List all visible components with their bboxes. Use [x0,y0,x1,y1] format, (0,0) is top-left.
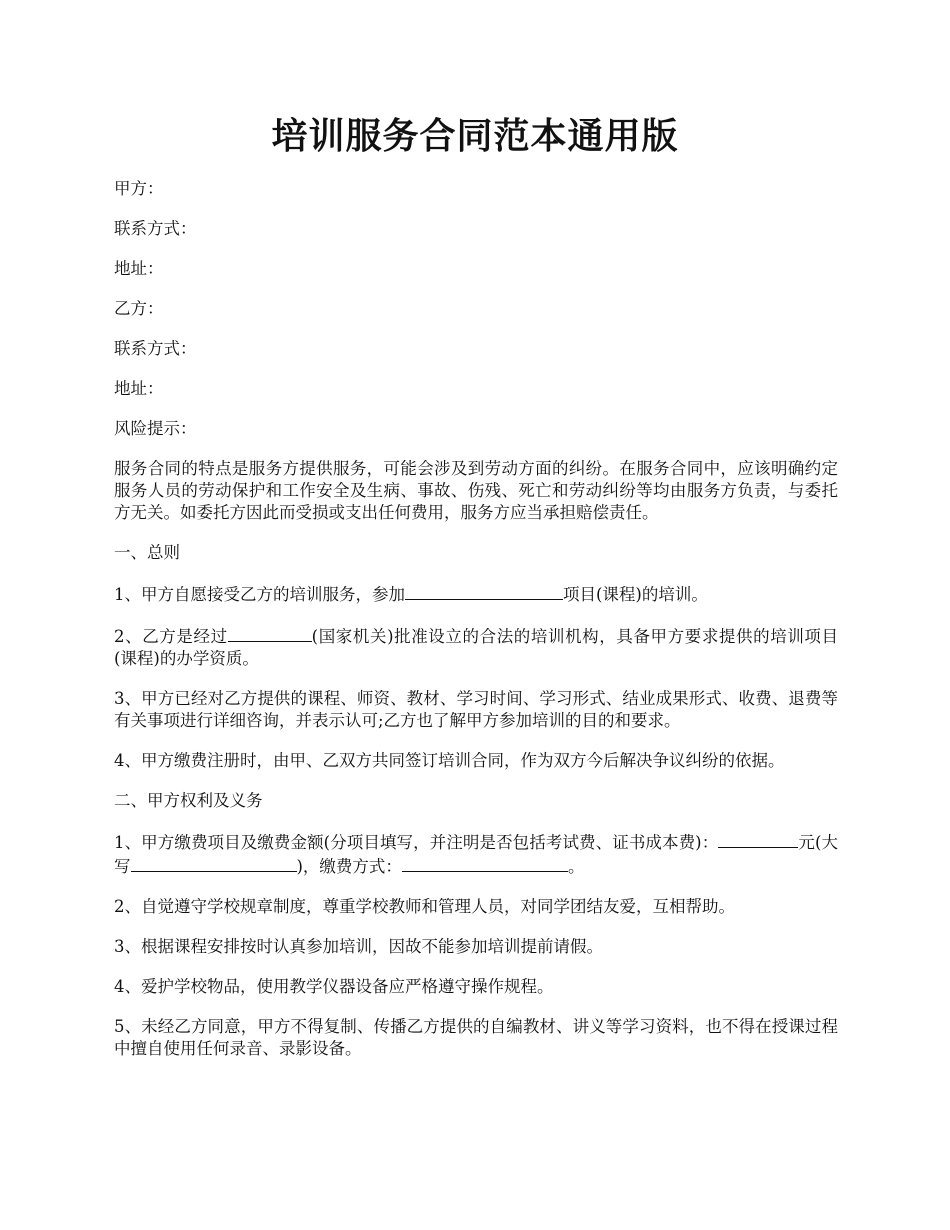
document-body [114,178,838,1078]
blank-field [402,854,568,872]
clause-text: 。 [567,857,585,876]
party-b-address-line: 地址： [114,379,164,398]
party-a-address-line: 地址： [114,259,164,278]
section-1-clause-4: 4、甲方缴费注册时，由甲、乙双方共同签订培训合同，作为双方今后解决争议纠纷的依据。 [114,751,785,770]
section-2-clause-4: 4、爱护学校物品，使用教学仪器设备应严格遵守操作规程。 [114,977,554,996]
section-1-clause-3: 3、甲方已经对乙方提供的课程、师资、教材、学习时间、学习形式、结业成果形式、收费、退费等有关事项进行详细咨询，并表示认可;乙方也了解甲方参加培训的目的和要求。 [114,689,838,730]
clause-text: 1、甲方缴费项目及缴费金额(分项目填写，并注明是否包括考试费、证书成本费)： [114,833,719,852]
clause-text: 项目(课程)的培训。 [563,585,708,604]
clause-text: 元(大写 [114,833,839,876]
section-1-clause-1 [114,582,838,606]
party-b-line: 乙方： [114,299,164,318]
blank-field [228,624,312,642]
party-a-contact-line: 联系方式： [114,219,197,238]
clause-text: 2、乙方是经过 [114,627,228,646]
risk-label: 风险提示： [114,419,197,438]
section-2-clause-1 [114,830,838,878]
clause-text: 1、甲方自愿接受乙方的培训服务，参加 [114,585,405,604]
section-1-clause-2 [114,624,838,670]
section-2-clause-3: 3、根据课程安排按时认真参加培训，因故不能参加培训提前请假。 [114,937,603,956]
document-title: 培训服务合同范本通用版 [271,115,679,157]
party-a-line: 甲方： [114,179,164,198]
blank-field [131,854,297,872]
section-2-heading: 二、甲方权利及义务 [114,791,263,810]
section-1-heading: 一、总则 [114,543,180,562]
section-2-clause-2: 2、自觉遵守学校规章制度，尊重学校教师和管理人员，对同学团结友爱，互相帮助。 [114,897,735,916]
blank-field [764,830,798,848]
clause-text: (国家机关)批准设立的合法的培训机构，具备甲方要求提供的培训项目(课程)的办学资质。 [114,627,839,668]
risk-text: 服务合同的特点是服务方提供服务，可能会涉及到劳动方面的纠纷。在服务合同中，应该明确约定服务人员的劳动保护和工作安全及生病、事故、伤残、死亡和劳动纠纷等均由服务方负责，与委托方无关。如委托方因此而受损或支出任何费用，服务方应当承担赔偿责任。 [114,459,838,522]
blank-field [405,582,563,600]
section-2-clause-5: 5、未经乙方同意，甲方不得复制、传播乙方提供的自编教材、讲义等学习资料，也不得在授课过程中擅自使用任何录音、录影设备。 [114,1017,838,1058]
clause-text: )，缴费方式： [296,857,402,876]
party-b-contact-line: 联系方式： [114,339,197,358]
blank-field [718,830,764,848]
